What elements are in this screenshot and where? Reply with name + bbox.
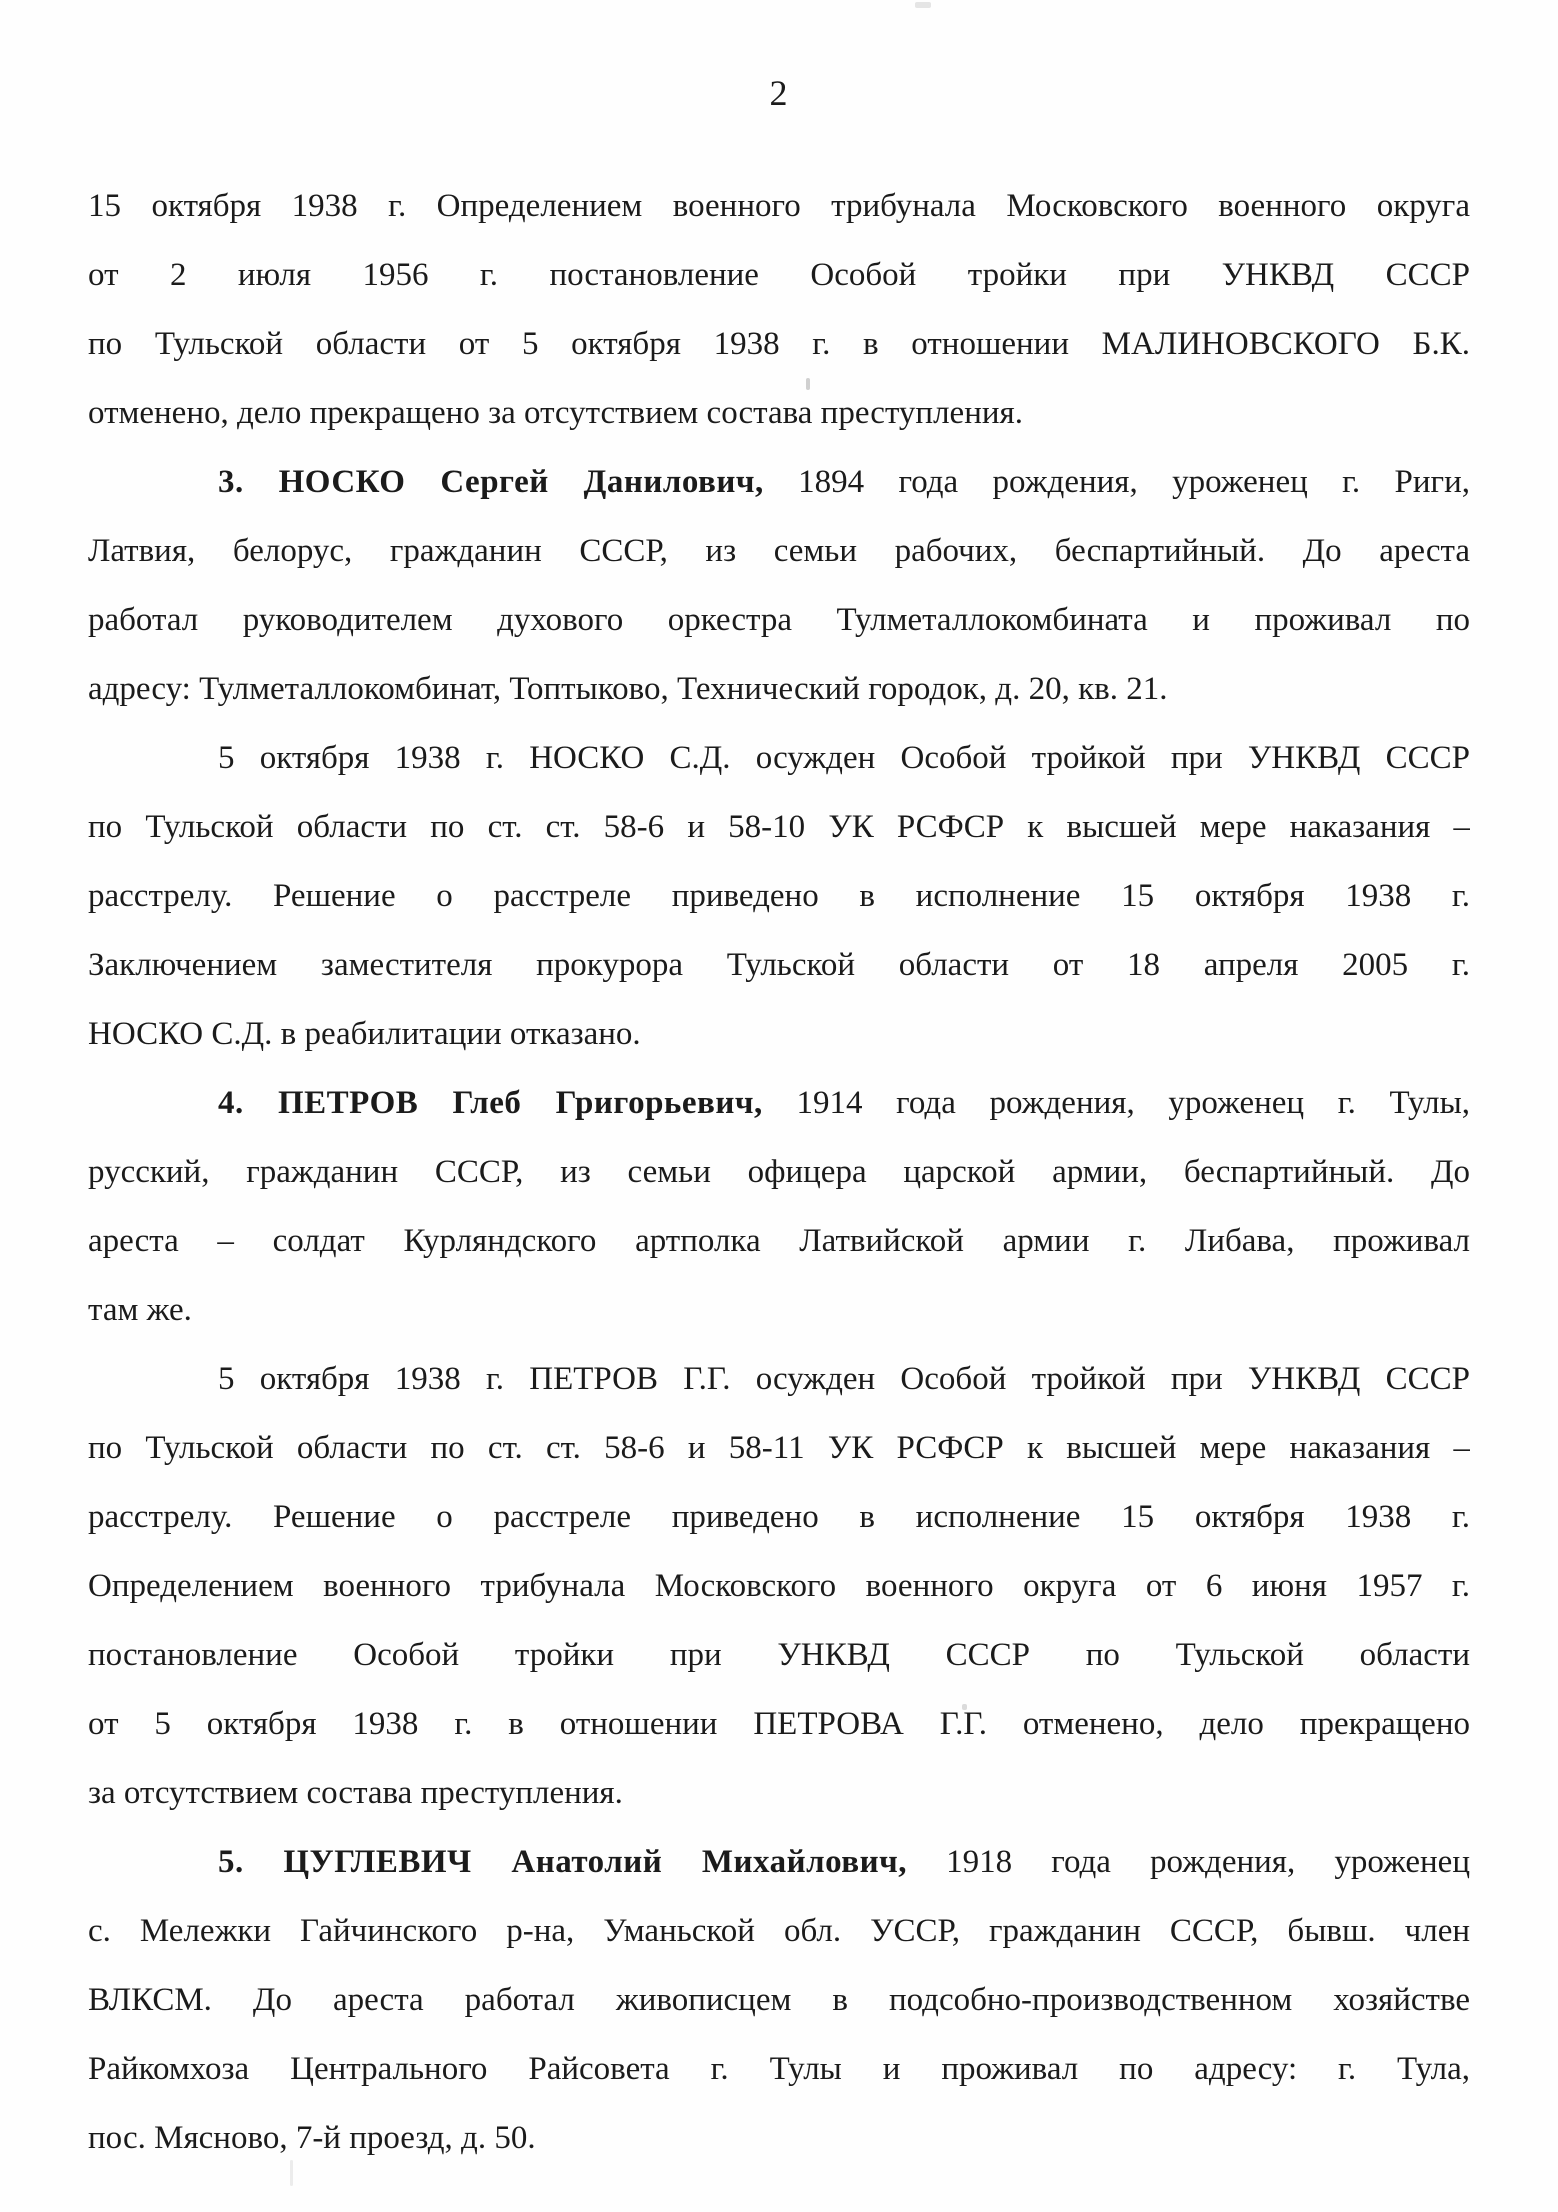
text-line: Латвия, белорус, гражданин СССР, из семьи рабочих, беспартийный. До ареста — [88, 533, 1470, 569]
scan-artifact — [962, 1704, 967, 1710]
scan-artifact — [806, 378, 810, 390]
text-line: работал руководителем духового оркестра Тулметаллокомбината и проживал по — [88, 602, 1470, 638]
text-line: за отсутствием состава преступления. — [88, 1775, 623, 1811]
paragraph — [88, 1828, 1470, 2173]
person-name-bold: 4. ПЕТРОВ Глеб Григорьевич, — [218, 1085, 763, 1121]
text-line: Райкомхоза Центрального Райсовета г. Тулы и проживал по адресу: г. Тула, — [88, 2051, 1470, 2087]
text-line: НОСКО С.Д. в реабилитации отказано. — [88, 1016, 641, 1052]
document-body — [88, 172, 1470, 2173]
text-line: 5 октября 1938 г. ПЕТРОВ Г.Г. осужден Особой тройкой при УНКВД СССР — [218, 1361, 1470, 1397]
text-line: пос. Мясново, 7-й проезд, д. 50. — [88, 2120, 536, 2156]
text-line: ВЛКСМ. До ареста работал живописцем в подсобно-производственном хозяйстве — [88, 1982, 1470, 2018]
scan-artifact — [915, 2, 931, 8]
text-line: 3. НОСКО Сергей Данилович, 1894 года рождения, уроженец г. Риги, — [218, 464, 1470, 500]
paragraph — [88, 1069, 1470, 1345]
text-line: от 5 октября 1938 г. в отношении ПЕТРОВА Г.Г. отменено, дело прекращено — [88, 1706, 1470, 1742]
paragraph — [88, 172, 1470, 448]
person-name-bold: 5. ЦУГЛЕВИЧ Анатолий Михайлович, — [218, 1844, 907, 1880]
text-line: 15 октября 1938 г. Определением военного трибунала Московского военного округа — [88, 188, 1470, 224]
text-line: ареста – солдат Курляндского артполка Латвийской армии г. Либава, проживал — [88, 1223, 1470, 1259]
text-line: по Тульской области по ст. ст. 58-6 и 58-10 УК РСФСР к высшей мере наказания – — [88, 809, 1470, 845]
text-line: адресу: Тулметаллокомбинат, Топтыково, Технический городок, д. 20, кв. 21. — [88, 671, 1168, 707]
text-line: от 2 июля 1956 г. постановление Особой тройки при УНКВД СССР — [88, 257, 1470, 293]
person-name-bold: 3. НОСКО Сергей Данилович, — [218, 464, 764, 500]
text-line: по Тульской области по ст. ст. 58-6 и 58-11 УК РСФСР к высшей мере наказания – — [88, 1430, 1470, 1466]
text-line: с. Мележки Гайчинского р-на, Уманьской обл. УССР, гражданин СССР, бывш. член — [88, 1913, 1470, 1949]
paragraph — [88, 1345, 1470, 1828]
paragraph — [88, 724, 1470, 1069]
scan-artifact — [290, 2160, 293, 2186]
text-line: отменено, дело прекращено за отсутствием состава преступления. — [88, 395, 1023, 431]
text-line: Определением военного трибунала Московского военного округа от 6 июня 1957 г. — [88, 1568, 1470, 1604]
text-line: расстрелу. Решение о расстреле приведено в исполнение 15 октября 1938 г. — [88, 878, 1470, 914]
text-line: 4. ПЕТРОВ Глеб Григорьевич, 1914 года рождения, уроженец г. Тулы, — [218, 1085, 1470, 1121]
text-line: русский, гражданин СССР, из семьи офицера царской армии, беспартийный. До — [88, 1154, 1470, 1190]
paragraph — [88, 448, 1470, 724]
text-line: постановление Особой тройки при УНКВД СССР по Тульской области — [88, 1637, 1470, 1673]
page-number: 2 — [769, 73, 789, 113]
text-line: расстрелу. Решение о расстреле приведено в исполнение 15 октября 1938 г. — [88, 1499, 1470, 1535]
text-line: там же. — [88, 1292, 192, 1328]
text-line: 5 октября 1938 г. НОСКО С.Д. осужден Особой тройкой при УНКВД СССР — [218, 740, 1470, 776]
text-line: по Тульской области от 5 октября 1938 г. в отношении МАЛИНОВСКОГО Б.К. — [88, 326, 1470, 362]
text-line: Заключением заместителя прокурора Тульской области от 18 апреля 2005 г. — [88, 947, 1470, 983]
text-line: 5. ЦУГЛЕВИЧ Анатолий Михайлович, 1918 года рождения, уроженец — [218, 1844, 1470, 1880]
